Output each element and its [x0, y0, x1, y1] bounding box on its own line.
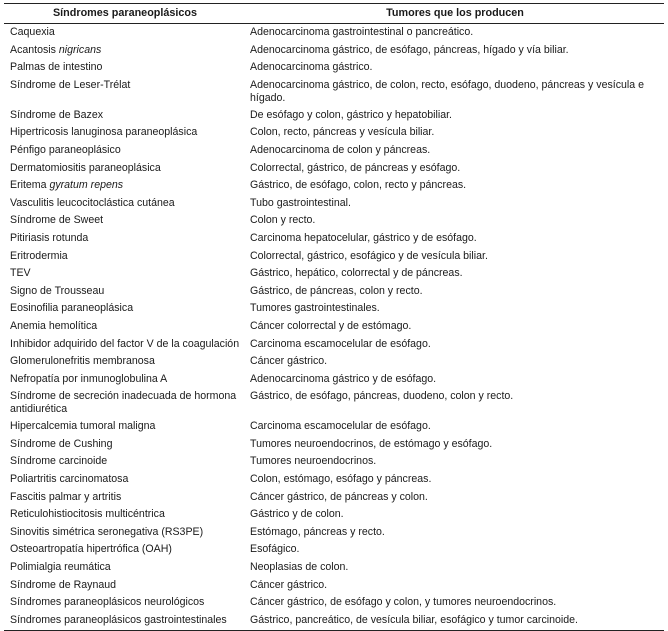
- tumors-cell: Adenocarcinoma de colon y páncreas.: [250, 143, 431, 156]
- syndrome-cell: Síndromes paraneoplásicos gastrointestinales: [4, 612, 246, 631]
- syndrome-cell: Pitiriasis rotunda: [10, 231, 89, 244]
- table-row: [4, 453, 664, 471]
- tumors-cell: Gástrico, hepático, colorrectal y de páncreas.: [250, 267, 463, 280]
- syndrome-cell: Síndrome de secreción inadecuada de hormona antidiurética: [10, 390, 237, 416]
- syndrome-name-prefix: Acantosis: [10, 43, 59, 56]
- syndrome-cell: Síndrome carcinoide: [10, 455, 108, 468]
- tumors-cell: Colon, estómago, esófago y páncreas.: [250, 473, 432, 486]
- table-row: [4, 353, 664, 371]
- table-row: [4, 42, 664, 60]
- tumors-cell: Adenocarcinoma gástrico.: [250, 61, 373, 74]
- tumors-cell: Carcinoma hepatocelular, gástrico y de esófago.: [250, 231, 477, 244]
- tumors-cell: Colon, recto, páncreas y vesícula biliar.: [250, 126, 435, 139]
- syndrome-cell: Síndrome de Raynaud: [10, 578, 117, 591]
- table-header: [4, 4, 664, 24]
- table-row: [4, 388, 664, 418]
- syndrome-cell: Síndrome de Bazex: [10, 108, 104, 121]
- table-body: [4, 24, 664, 631]
- tumors-cell: Cáncer gástrico, de esófago y colon, y tumores neuroendocrinos.: [250, 596, 557, 609]
- tumors-cell: Adenocarcinoma gástrico, de esófago, páncreas, hígado y vía biliar.: [250, 43, 569, 56]
- tumors-cell: Gástrico, de esófago, páncreas, duodeno, colon y recto.: [250, 390, 514, 403]
- tumors-cell: Colon y recto.: [250, 214, 316, 227]
- table-row: [4, 124, 664, 142]
- tumors-cell: Adenocarcinoma gástrico, de colon, recto, esófago, duodeno, páncreas y vesícula e hígado.: [250, 78, 644, 104]
- table-row: [4, 506, 664, 524]
- tumors-cell: Cáncer gástrico.: [250, 355, 328, 368]
- tumors-cell: Gástrico, de páncreas, colon y recto.: [250, 284, 423, 297]
- syndrome-cell: Síndrome de Sweet: [10, 214, 104, 227]
- syndrome-cell: Hipercalcemia tumoral maligna: [10, 420, 156, 433]
- syndrome-cell: Hipertricosis lanuginosa paraneoplásica: [10, 126, 198, 139]
- table-row: [4, 318, 664, 336]
- tumors-cell: Colorrectal, gástrico, esofágico y de vesícula biliar.: [250, 249, 488, 262]
- tumors-cell: Carcinoma escamocelular de esófago.: [250, 420, 431, 433]
- table-row: [4, 524, 664, 542]
- table-row: [4, 283, 664, 301]
- syndrome-cell: Fascitis palmar y artritis: [10, 490, 122, 503]
- table-row: [4, 336, 664, 354]
- table-row: [4, 594, 664, 612]
- header-tumors: Tumores que los producen: [246, 4, 664, 24]
- header-row: [4, 4, 664, 24]
- tumors-cell: Estómago, páncreas y recto.: [250, 525, 385, 538]
- tumors-cell: Neoplasias de colon.: [250, 561, 349, 574]
- table-row: [4, 577, 664, 595]
- tumors-cell: Tumores neuroendocrinos, de estómago y esófago.: [250, 437, 493, 450]
- table-row: [4, 436, 664, 454]
- header-syndromes: Síndromes paraneoplásicos: [4, 4, 246, 24]
- table-row: [4, 300, 664, 318]
- syndrome-cell: Anemia hemolítica: [10, 319, 98, 332]
- syndrome-cell: Reticulohistiocitosis multicéntrica: [10, 508, 165, 521]
- tumors-cell: Cáncer gástrico.: [250, 578, 328, 591]
- syndrome-cell: Vasculitis leucocitoclástica cutánea: [10, 196, 175, 209]
- syndrome-cell: Poliartritis carcinomatosa: [10, 473, 129, 486]
- syndrome-cell: Palmas de intestino: [10, 61, 103, 74]
- syndrome-cell: Inhibidor adquirido del factor V de la coagulación: [10, 337, 240, 350]
- table-row: [4, 160, 664, 178]
- syndrome-cell: TEV: [10, 267, 31, 280]
- tumors-cell: Gástrico, de esófago, colon, recto y páncreas.: [250, 179, 467, 192]
- syndrome-cell: Eosinofilia paraneoplásica: [10, 302, 134, 315]
- tumors-cell: Tumores gastrointestinales.: [250, 302, 380, 315]
- tumors-cell: Esofágico.: [250, 543, 300, 556]
- syndrome-cell: Glomerulonefritis membranosa: [10, 355, 155, 368]
- tumors-cell: Carcinoma escamocelular de esófago.: [250, 337, 431, 350]
- table-row: [4, 77, 664, 107]
- table-row: [4, 177, 664, 195]
- tumors-cell: Adenocarcinoma gástrico y de esófago.: [250, 372, 437, 385]
- syndrome-cell: Signo de Trousseau: [10, 284, 105, 297]
- syndrome-cell: Osteoartropatía hipertrófica (OAH): [10, 543, 172, 556]
- tumors-cell: Gástrico, pancreático, de vesícula biliar, esofágico y tumor carcinoide.: [246, 612, 664, 631]
- syndrome-cell: Sinovitis simétrica seronegativa (RS3PE): [10, 525, 204, 538]
- syndrome-cell: Dermatomiositis paraneoplásica: [10, 161, 161, 174]
- syndrome-cell: Nefropatía por inmunoglobulina A: [10, 372, 168, 385]
- tumors-cell: Cáncer colorrectal y de estómago.: [250, 319, 412, 332]
- paraneoplastic-syndromes-table: [4, 3, 664, 631]
- syndrome-name-italic: gyratum repens: [49, 179, 124, 192]
- table-row: [4, 248, 664, 266]
- table-row: [4, 59, 664, 77]
- table-row: [4, 371, 664, 389]
- table-row: [4, 471, 664, 489]
- table-row: [4, 489, 664, 507]
- table-row: [4, 418, 664, 436]
- syndrome-cell: Síndrome de Cushing: [10, 437, 113, 450]
- tumors-cell: Tumores neuroendocrinos.: [250, 455, 377, 468]
- syndrome-cell: Eritrodermia: [10, 249, 68, 262]
- syndrome-cell: Síndromes paraneoplásicos neurológicos: [10, 596, 205, 609]
- table-row: [4, 212, 664, 230]
- table-row: [4, 265, 664, 283]
- syndrome-cell: [4, 177, 246, 195]
- syndrome-cell: Síndrome de Leser-Trélat: [10, 78, 131, 91]
- table-row: [4, 559, 664, 577]
- table-row: [4, 107, 664, 125]
- tumors-cell: Adenocarcinoma gastrointestinal o pancreático.: [250, 26, 474, 38]
- tumors-cell: De esófago y colon, gástrico y hepatobiliar.: [250, 108, 452, 121]
- syndrome-cell: Caquexia: [10, 26, 55, 38]
- syndrome-cell: Polimialgia reumática: [10, 561, 111, 574]
- table-row: [4, 612, 664, 631]
- table-row: [4, 541, 664, 559]
- table-row: [4, 142, 664, 160]
- tumors-cell: Colorrectal, gástrico, de páncreas y esófago.: [250, 161, 461, 174]
- syndrome-cell: Pénfigo paraneoplásico: [10, 143, 121, 156]
- syndrome-name-prefix: Eritema: [10, 179, 50, 192]
- tumors-cell: Cáncer gástrico, de páncreas y colon.: [250, 490, 428, 503]
- table-row: [4, 24, 664, 42]
- table-row: [4, 230, 664, 248]
- syndrome-cell: [4, 42, 246, 60]
- tumors-cell: Tubo gastrointestinal.: [250, 196, 351, 209]
- table-row: [4, 195, 664, 213]
- syndrome-name-italic: nigricans: [58, 43, 102, 56]
- tumors-cell: Gástrico y de colon.: [250, 508, 344, 521]
